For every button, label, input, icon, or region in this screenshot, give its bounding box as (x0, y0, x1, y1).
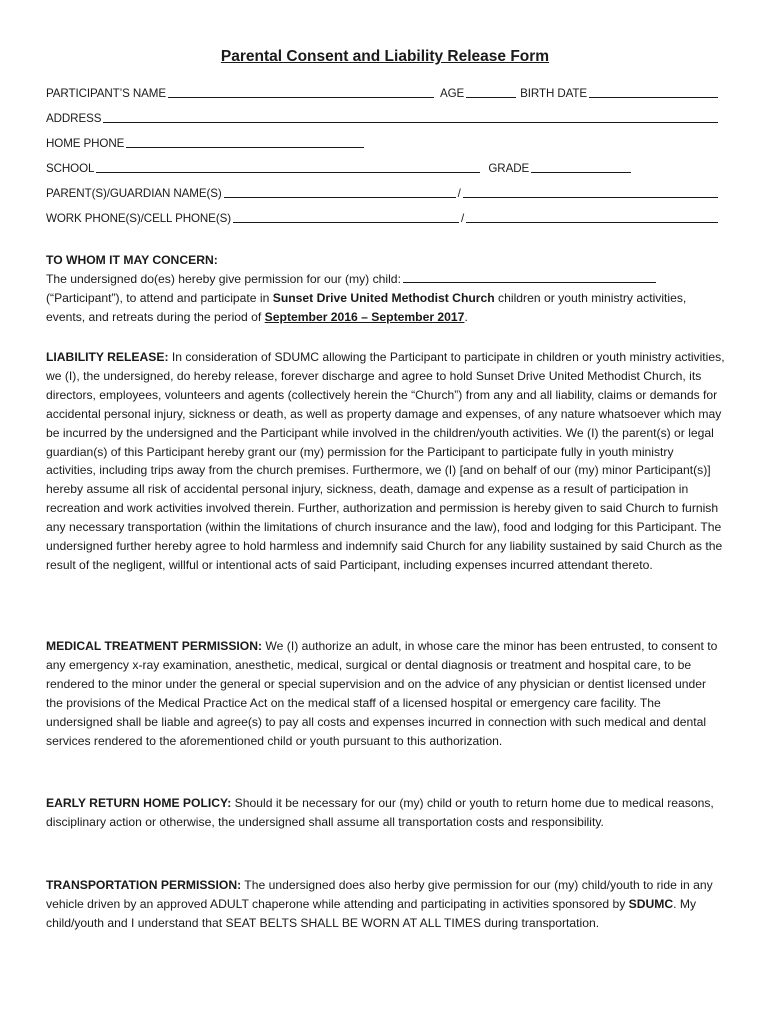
early-return-heading: EARLY RETURN HOME POLICY: (46, 796, 232, 810)
slash-separator: / (457, 187, 461, 200)
age-label: AGE (439, 87, 465, 100)
participant-row (46, 84, 720, 100)
guardian-names-label: PARENT(S)/GUARDIAN NAME(S) (46, 187, 222, 200)
participant-name-field[interactable] (168, 85, 434, 98)
home-phone-field[interactable] (126, 135, 364, 148)
church-name: Sunset Drive United Methodist Church (272, 290, 495, 305)
grade-label: GRADE (488, 162, 530, 175)
early-return-body: Should it be necessary for our (my) child or youth to return home due to medical reasons, disciplinary action or otherwise, the undersigned shall assume all transportation costs and responsibility. (46, 796, 714, 829)
activities-clause: children or youth ministry activities, events, and retreats during the period of (46, 290, 687, 324)
guardian-row (46, 184, 720, 200)
address-field[interactable] (103, 110, 718, 123)
participant-clause: (“Participant”), to attend and participate in (46, 290, 273, 305)
liability-section (46, 348, 726, 575)
guardian-name-field-1[interactable] (224, 185, 456, 198)
consent-period: September 2016 – September 2017 (264, 309, 465, 324)
form-title: Parental Consent and Liability Release Form (220, 48, 550, 65)
participant-name-label: PARTICIPANT’S NAME (46, 87, 166, 100)
guardian-name-field-2[interactable] (463, 185, 718, 198)
transportation-heading: TRANSPORTATION PERMISSION: (46, 878, 242, 892)
period-end: . (464, 309, 468, 324)
birth-date-label: BIRTH DATE (520, 87, 587, 100)
transportation-body-a: The undersigned does also herby give permission for our (my) child/youth to ride in any vehicle driven by an approved ADULT chaperone while attending and participating in activities sponsored by (46, 878, 713, 911)
concern-section (46, 251, 726, 327)
concern-permission-text: The undersigned do(es) hereby give permission for our (my) child: (46, 271, 401, 286)
slash-separator: / (460, 212, 465, 225)
work-cell-phone-label: WORK PHONE(S)/CELL PHONE(S) (46, 212, 231, 225)
medical-body: We (I) authorize an adult, in whose care the minor has been entrusted, to consent to any emergency x-ray examination, anesthetic, medical, surgical or dental diagnosis or treatment and hospital care, to be rendered to the minor under the general or special supervision and on the advice of any physician or dentist licensed under the provisions of the Medical Practice Act on the medical staff of a licensed hospital or emergency care facility. The undersigned shall be liable and agree(s) to pay all costs and expenses incurred in connection with such medical and dental services rendered to the aforementioned child or youth pursuant to this authorization. (46, 639, 718, 748)
school-field[interactable] (96, 160, 480, 173)
child-name-field[interactable] (403, 270, 656, 283)
transportation-section (46, 876, 726, 933)
grade-field[interactable] (531, 160, 631, 173)
liability-body: In consideration of SDUMC allowing the Participant to participate in children or youth ministry activities, we (I), the undersigned, do hereby release, forever discharge and agree to hold Sunset Drive United Methodist Church, its directors, employees, volunteers and agents (collectively herein the “Church”) from any and all liability, claims or demands for accidental personal injury, sickness or death, as well as property damage and expenses, of any nature whatsoever which may be incurred by the undersigned and the Participant while involved in the children/youth activities. We (I) the parent(s) or legal guardian(s) of this Participant hereby grant our (my) permission for the Participant to participate fully in youth ministry activities, including trips away from the church premises. Furthermore, we (I) [and on behalf of our (my) minor Participant(s)] hereby assume all risk of accidental personal injury, sickness, death, damage and expense as a result of participation in recreation and work activities involved therein. Further, authorization and permission is hereby given to said Church to furnish any necessary transportation (within the limitations of church insurance and the law), food and lodging for this Participant. The undersigned further hereby agree to hold harmless and indemnify said Church for any liability sustained by said Church as the result of the negligent, willful or intentional acts of said Participant, including expenses incurred attendant thereto. (46, 350, 725, 572)
early-return-section (46, 794, 726, 832)
school-row (46, 159, 720, 175)
work-phone-field[interactable] (233, 210, 459, 223)
sponsor-name: SDUMC (628, 896, 674, 911)
concern-heading: TO WHOM IT MAY CONCERN: (46, 253, 218, 267)
school-label: SCHOOL (46, 162, 95, 175)
cell-phone-field[interactable] (466, 210, 718, 223)
medical-heading: MEDICAL TREATMENT PERMISSION: (46, 639, 263, 653)
birth-date-field[interactable] (589, 85, 718, 98)
address-label: ADDRESS (46, 112, 102, 125)
address-row (46, 109, 720, 125)
age-field[interactable] (466, 85, 516, 98)
medical-section (46, 637, 726, 750)
transportation-body-b: . My child/youth and I understand that SEAT BELTS SHALL BE WORN AT ALL TIMES during transportation. (46, 896, 697, 930)
home-phone-label: HOME PHONE (46, 137, 125, 150)
liability-heading: LIABILITY RELEASE: (46, 350, 169, 364)
concern-line-1 (46, 270, 726, 289)
concern-paragraph (46, 289, 726, 327)
home-phone-row (46, 134, 720, 150)
work-cell-row (46, 209, 720, 225)
